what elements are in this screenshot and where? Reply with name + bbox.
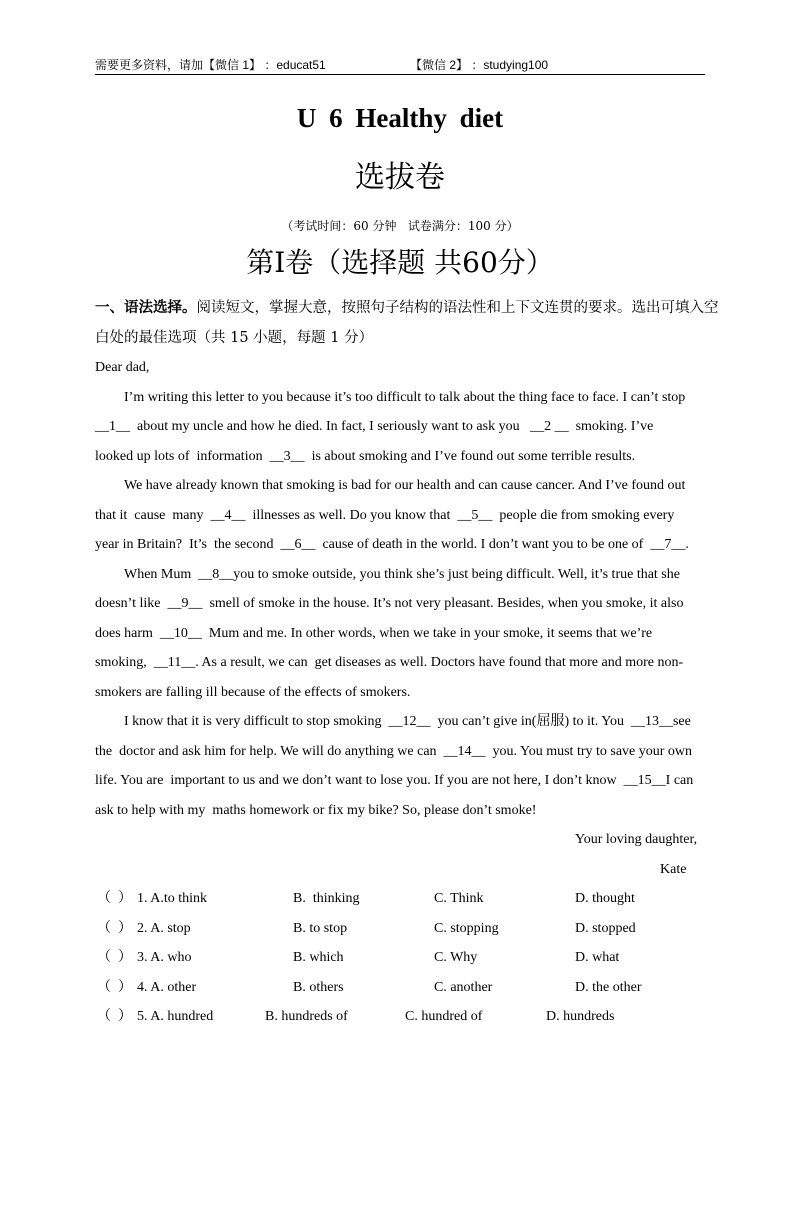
part-title: 第Ⅰ卷（选择题 共60分）	[246, 246, 554, 279]
passage-line: does harm __10__ Mum and me. In other words, when we take in your smoke, it seems that we’re	[95, 625, 653, 641]
answer-bracket: （ ）	[97, 979, 132, 995]
question-option-d: D. thought	[575, 891, 635, 906]
paper-subtitle: 选拔卷	[355, 160, 445, 195]
header-contact-right: 【微信 2】 ：studying100	[410, 58, 549, 72]
question-option-d: D. what	[575, 950, 620, 965]
passage-line: looked up lots of information __3__ is about smoking and I’ve found out some terrible results.	[95, 448, 636, 464]
question-option-c: C. hundred of	[405, 1009, 483, 1024]
passage-line: When Mum __8__you to smoke outside, you think she’s just being difficult. Well, it’s true that she	[124, 566, 680, 582]
question-option-b: B. to stop	[293, 920, 348, 936]
header-contact-left: 需要更多资料，请加【微信 1】 ：educat51	[95, 58, 326, 72]
question-option-b: B. which	[293, 950, 344, 965]
question-option-c: C. Think	[434, 891, 484, 906]
question-row	[95, 1002, 705, 1032]
question-option-b: B. thinking	[293, 891, 360, 906]
answer-bracket: （ ）	[97, 891, 132, 906]
answer-bracket: （ ）	[97, 1009, 132, 1024]
question-option-d: D. stopped	[575, 920, 636, 936]
exam-info: （考试时间：60 分钟 试卷满分：100 分）	[281, 219, 519, 233]
answer-bracket: （ ）	[97, 920, 132, 936]
question-row	[95, 884, 705, 914]
question-row	[95, 914, 705, 944]
question-option-a: 5. A. hundred	[137, 1009, 214, 1024]
passage-line: I’m writing this letter to you because it’s too difficult to talk about the thing face to face. I can’t stop	[124, 389, 686, 405]
passage-line: year in Britain? It’s the second __6__ cause of death in the world. I don’t want you to be one of __7__.	[95, 537, 689, 552]
letter-closing: Your loving daughter,	[575, 832, 698, 847]
letter-greeting: Dear dad,	[95, 360, 150, 375]
question-option-a: 4. A. other	[137, 979, 197, 995]
section-instruction-line: 白处的最佳选项（共 15 小题，每题 1 分）	[95, 329, 374, 346]
passage-line: I know that it is very difficult to stop smoking __12__ you can’t give in(屈服) to it. You __13__see	[124, 714, 691, 729]
letter-signature: Kate	[660, 861, 687, 877]
exam-body	[95, 294, 719, 1032]
page-header	[95, 57, 705, 73]
page-title: U 6 Healthy diet	[296, 103, 504, 133]
passage-line: __1__ about my uncle and how he died. In fact, I seriously want to ask you __2 __ smoking. I’ve	[95, 419, 654, 434]
question-option-c: C. stopping	[434, 920, 499, 936]
section-instruction-line: 阅读短文，掌握大意，按照句子结构的语法性和上下文连贯的要求。选出可填入空	[196, 300, 719, 316]
passage-line: smoking, __11__. As a result, we can get diseases as well. Doctors have found that more and more non-	[95, 655, 684, 670]
passage-line: smokers are falling ill because of the effects of smokers.	[95, 684, 411, 700]
section-label: 一、语法选择。	[95, 300, 197, 316]
question-option-a: 3. A. who	[137, 950, 192, 965]
question-row	[95, 973, 705, 1003]
section-instruction	[95, 294, 719, 324]
passage-line: ask to help with my maths homework or fix my bike? So, please don’t smoke!	[95, 802, 537, 818]
passage-line: that it cause many __4__ illnesses as well. Do you know that __5__ people die from smoking every	[95, 507, 675, 523]
question-option-b: B. hundreds of	[265, 1009, 348, 1024]
question-option-d: D. hundreds	[546, 1009, 615, 1024]
passage-line: doesn’t like __9__ smell of smoke in the house. It’s not very pleasant. Besides, when you smoke, it also	[95, 596, 684, 611]
question-option-c: C. another	[434, 979, 493, 995]
question-option-c: C. Why	[434, 950, 478, 965]
question-option-a: 2. A. stop	[137, 920, 191, 936]
question-option-a: 1. A.to think	[137, 891, 208, 906]
question-row	[95, 943, 705, 973]
question-option-d: D. the other	[575, 979, 642, 995]
question-option-b: B. others	[293, 979, 344, 995]
answer-bracket: （ ）	[97, 950, 132, 965]
header-rule	[95, 74, 705, 75]
passage-line: life. You are important to us and we don’t want to lose you. If you are not here, I don’t know __15__I can	[95, 773, 694, 788]
passage-line: We have already known that smoking is bad for our health and can cause cancer. And I’ve found out	[124, 478, 686, 493]
passage-line: the doctor and ask him for help. We will do anything we can __14__ you. You must try to save your own	[95, 743, 693, 759]
